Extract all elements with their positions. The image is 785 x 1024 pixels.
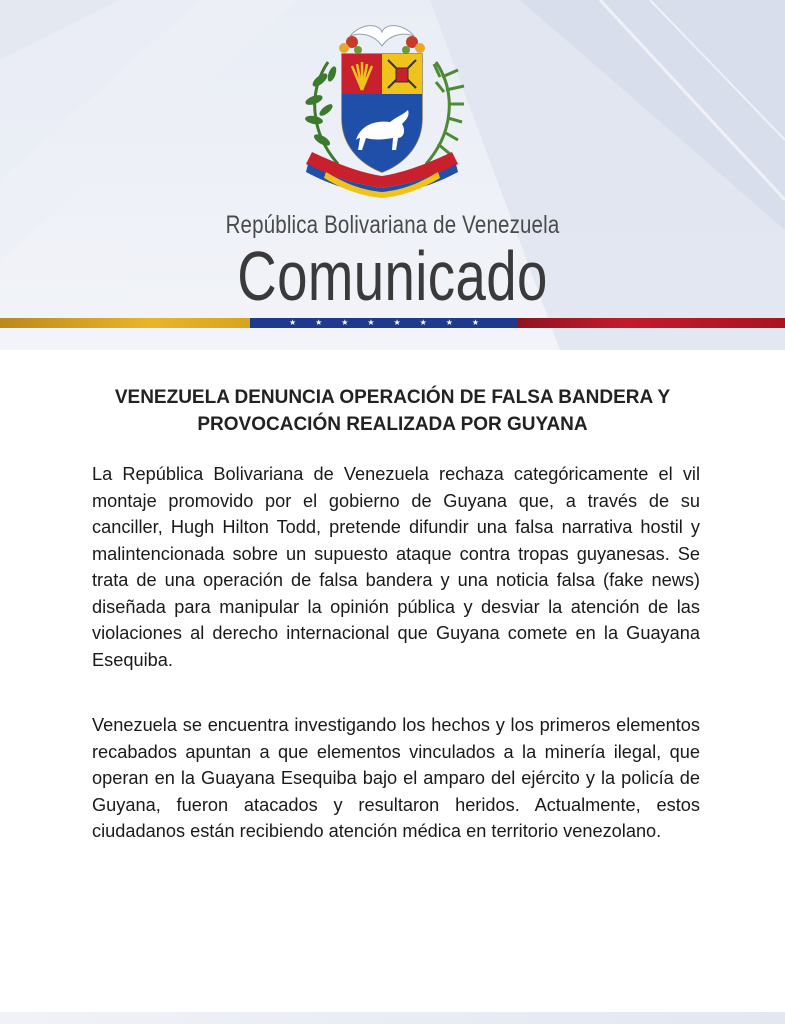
stripe-red [518, 318, 785, 328]
star-icon: ★ [393, 318, 401, 327]
republic-name: República Bolivariana de Venezuela [225, 211, 560, 239]
stripe-stars [250, 318, 518, 328]
body-paragraph-1: La República Bolivariana de Venezuela rechaza categóricamente el vil montaje promovido por el gobierno de Guyana que, a través de su canciller, Hugh Hilton Todd, pretende difundir una falsa narrativa hostil y malintencionada sobre un supuesto ataque contra tropas guyanesas. Se trata de una operación de falsa bandera y una noticia falsa (fake news) diseñada para manipular la opinión pública y desviar la atención de las violaciones al derecho internacional que Guyana comete en la Guayana Esequiba. [92, 464, 700, 670]
body-paragraph-2: Venezuela se encuentra investigando los hechos y los primeros elementos recabados apuntan a que elementos vinculados a la minería ilegal, que operan en la Guayana Esequiba bajo el amparo del ejército y la policía de Guyana, fueron atacados y resultaron heridos. Actualmente, estos ciudadanos están recibiendo atención médica en territorio venezolano. [92, 715, 700, 841]
star-icon: ★ [445, 318, 453, 327]
star-icon: ★ [419, 318, 427, 327]
coat-of-arms-emblem [298, 22, 466, 200]
letterhead-header [0, 0, 785, 350]
headline: VENEZUELA DENUNCIA OPERACIÓN DE FALSA BANDERA Y PROVOCACIÓN REALIZADA POR GUYANA [114, 387, 671, 435]
star-icon: ★ [315, 318, 323, 327]
document-type-title: Comunicado [237, 237, 548, 315]
stripe-yellow [0, 318, 250, 328]
footer-band [0, 1012, 785, 1024]
star-icon: ★ [341, 318, 349, 327]
star-icon: ★ [288, 318, 297, 327]
star-icon: ★ [471, 318, 479, 327]
star-icon: ★ [367, 318, 375, 327]
tricolor-stripe [0, 318, 785, 328]
